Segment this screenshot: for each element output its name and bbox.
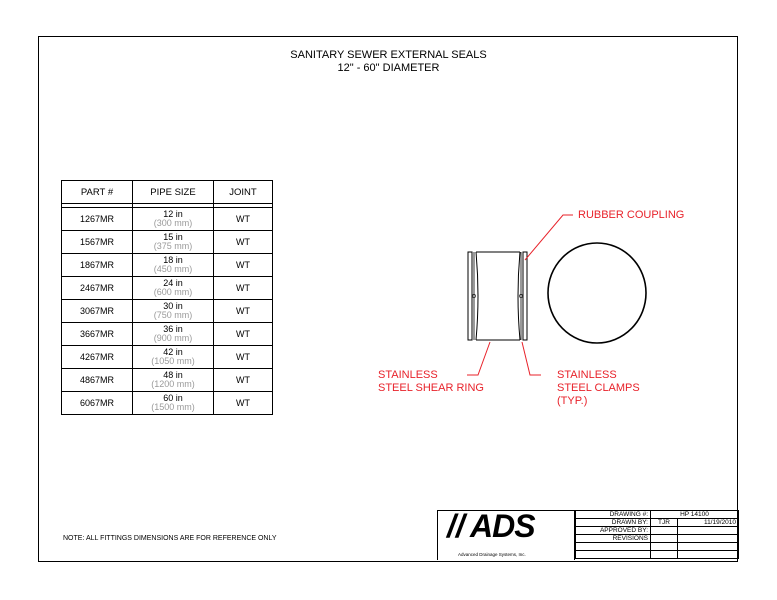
table-row [62, 369, 273, 392]
logo-subtitle: Advanced Drainage Systems, Inc. [458, 552, 526, 557]
approved-initials [651, 527, 678, 535]
pipe-size-mm: (1050 mm) [151, 356, 195, 366]
pipe-size [133, 300, 214, 323]
joint-type: WT [214, 392, 273, 415]
table-row [62, 277, 273, 300]
pipe-size-inches: 30 in [163, 301, 183, 311]
pipe-size-inches: 36 in [163, 324, 183, 334]
pipe-size-mm: (1500 mm) [151, 402, 195, 412]
pipe-size-mm: (1200 mm) [151, 379, 195, 389]
table-row [62, 323, 273, 346]
joint-type: WT [214, 231, 273, 254]
label-shear-ring-line1: STAINLESS [378, 369, 438, 381]
part-number: 4267MR [62, 346, 133, 369]
part-number: 3667MR [62, 323, 133, 346]
ads-logo: ADS [470, 508, 535, 544]
pipe-size-inches: 60 in [163, 393, 183, 403]
parts-table [61, 180, 273, 415]
pipe-size [133, 369, 214, 392]
pipe-size-inches: 42 in [163, 347, 183, 357]
part-number: 3067MR [62, 300, 133, 323]
table-row [62, 346, 273, 369]
pipe-size-mm: (600 mm) [153, 287, 193, 297]
label-clamps-line3: (TYP.) [557, 395, 588, 407]
revisions-cell [678, 535, 739, 543]
logo-slashes-icon: // [447, 508, 465, 544]
pipe-size [133, 277, 214, 300]
table-header-row [62, 181, 273, 204]
joint-type: WT [214, 323, 273, 346]
header-part: PART # [62, 181, 133, 204]
revisions-label: REVISIONS [576, 535, 651, 543]
drawn-date: 11/19/2010 [678, 519, 739, 527]
title-block [575, 510, 739, 559]
blank-cell [678, 543, 739, 551]
blank-cell [576, 551, 651, 559]
joint-type: WT [214, 208, 273, 231]
table-row [62, 300, 273, 323]
table-row [62, 208, 273, 231]
pipe-size [133, 392, 214, 415]
pipe-size-inches: 15 in [163, 232, 183, 242]
title-row-approved [576, 527, 739, 535]
label-rubber-coupling: RUBBER COUPLING [578, 209, 685, 221]
pipe-size-mm: (750 mm) [153, 310, 193, 320]
title-row-revisions [576, 535, 739, 543]
title-row-drawing [576, 511, 739, 519]
pipe-size [133, 208, 214, 231]
drawing-number: HP 14100 [651, 511, 739, 519]
blank-cell [576, 543, 651, 551]
approved-date [678, 527, 739, 535]
pipe-size-inches: 24 in [163, 278, 183, 288]
table-row [62, 392, 273, 415]
table-row [62, 231, 273, 254]
title-row-drawn [576, 519, 739, 527]
label-shear-ring-line2: STEEL SHEAR RING [378, 382, 484, 394]
table-row [62, 254, 273, 277]
pipe-size [133, 254, 214, 277]
approved-label: APPROVED BY: [576, 527, 651, 535]
pipe-size-mm: (450 mm) [153, 264, 193, 274]
pipe-size-inches: 12 in [163, 209, 183, 219]
title-row-blank [576, 551, 739, 559]
blank-cell [678, 551, 739, 559]
part-number: 2467MR [62, 277, 133, 300]
drawn-initials: TJR [651, 519, 678, 527]
revisions-cell [651, 535, 678, 543]
label-clamps-line1: STAINLESS [557, 369, 617, 381]
drawing-subtitle: 12" - 60" DIAMETER [337, 62, 440, 74]
pipe-size-mm: (900 mm) [153, 333, 193, 343]
pipe-size [133, 346, 214, 369]
part-number: 1567MR [62, 231, 133, 254]
joint-type: WT [214, 369, 273, 392]
title-row-blank [576, 543, 739, 551]
pipe-size [133, 323, 214, 346]
pipe-size [133, 231, 214, 254]
blank-cell [651, 551, 678, 559]
pipe-size-mm: (300 mm) [153, 218, 193, 228]
pipe-size-inches: 18 in [163, 255, 183, 265]
joint-type: WT [214, 300, 273, 323]
joint-type: WT [214, 346, 273, 369]
part-number: 1867MR [62, 254, 133, 277]
pipe-size-mm: (375 mm) [153, 241, 193, 251]
joint-type: WT [214, 254, 273, 277]
part-number: 6067MR [62, 392, 133, 415]
header-pipe-size: PIPE SIZE [133, 181, 214, 204]
drawn-label: DRAWN BY: [576, 519, 651, 527]
label-clamps-line2: STEEL CLAMPS [557, 382, 640, 394]
drawing-label: DRAWING #: [576, 511, 651, 519]
pipe-size-inches: 48 in [163, 370, 183, 380]
header-joint: JOINT [214, 181, 273, 204]
blank-cell [651, 543, 678, 551]
reference-note: NOTE: ALL FITTINGS DIMENSIONS ARE FOR REFERENCE ONLY [63, 535, 277, 542]
part-number: 4867MR [62, 369, 133, 392]
drawing-title: SANITARY SEWER EXTERNAL SEALS [290, 49, 487, 61]
part-number: 1267MR [62, 208, 133, 231]
joint-type: WT [214, 277, 273, 300]
